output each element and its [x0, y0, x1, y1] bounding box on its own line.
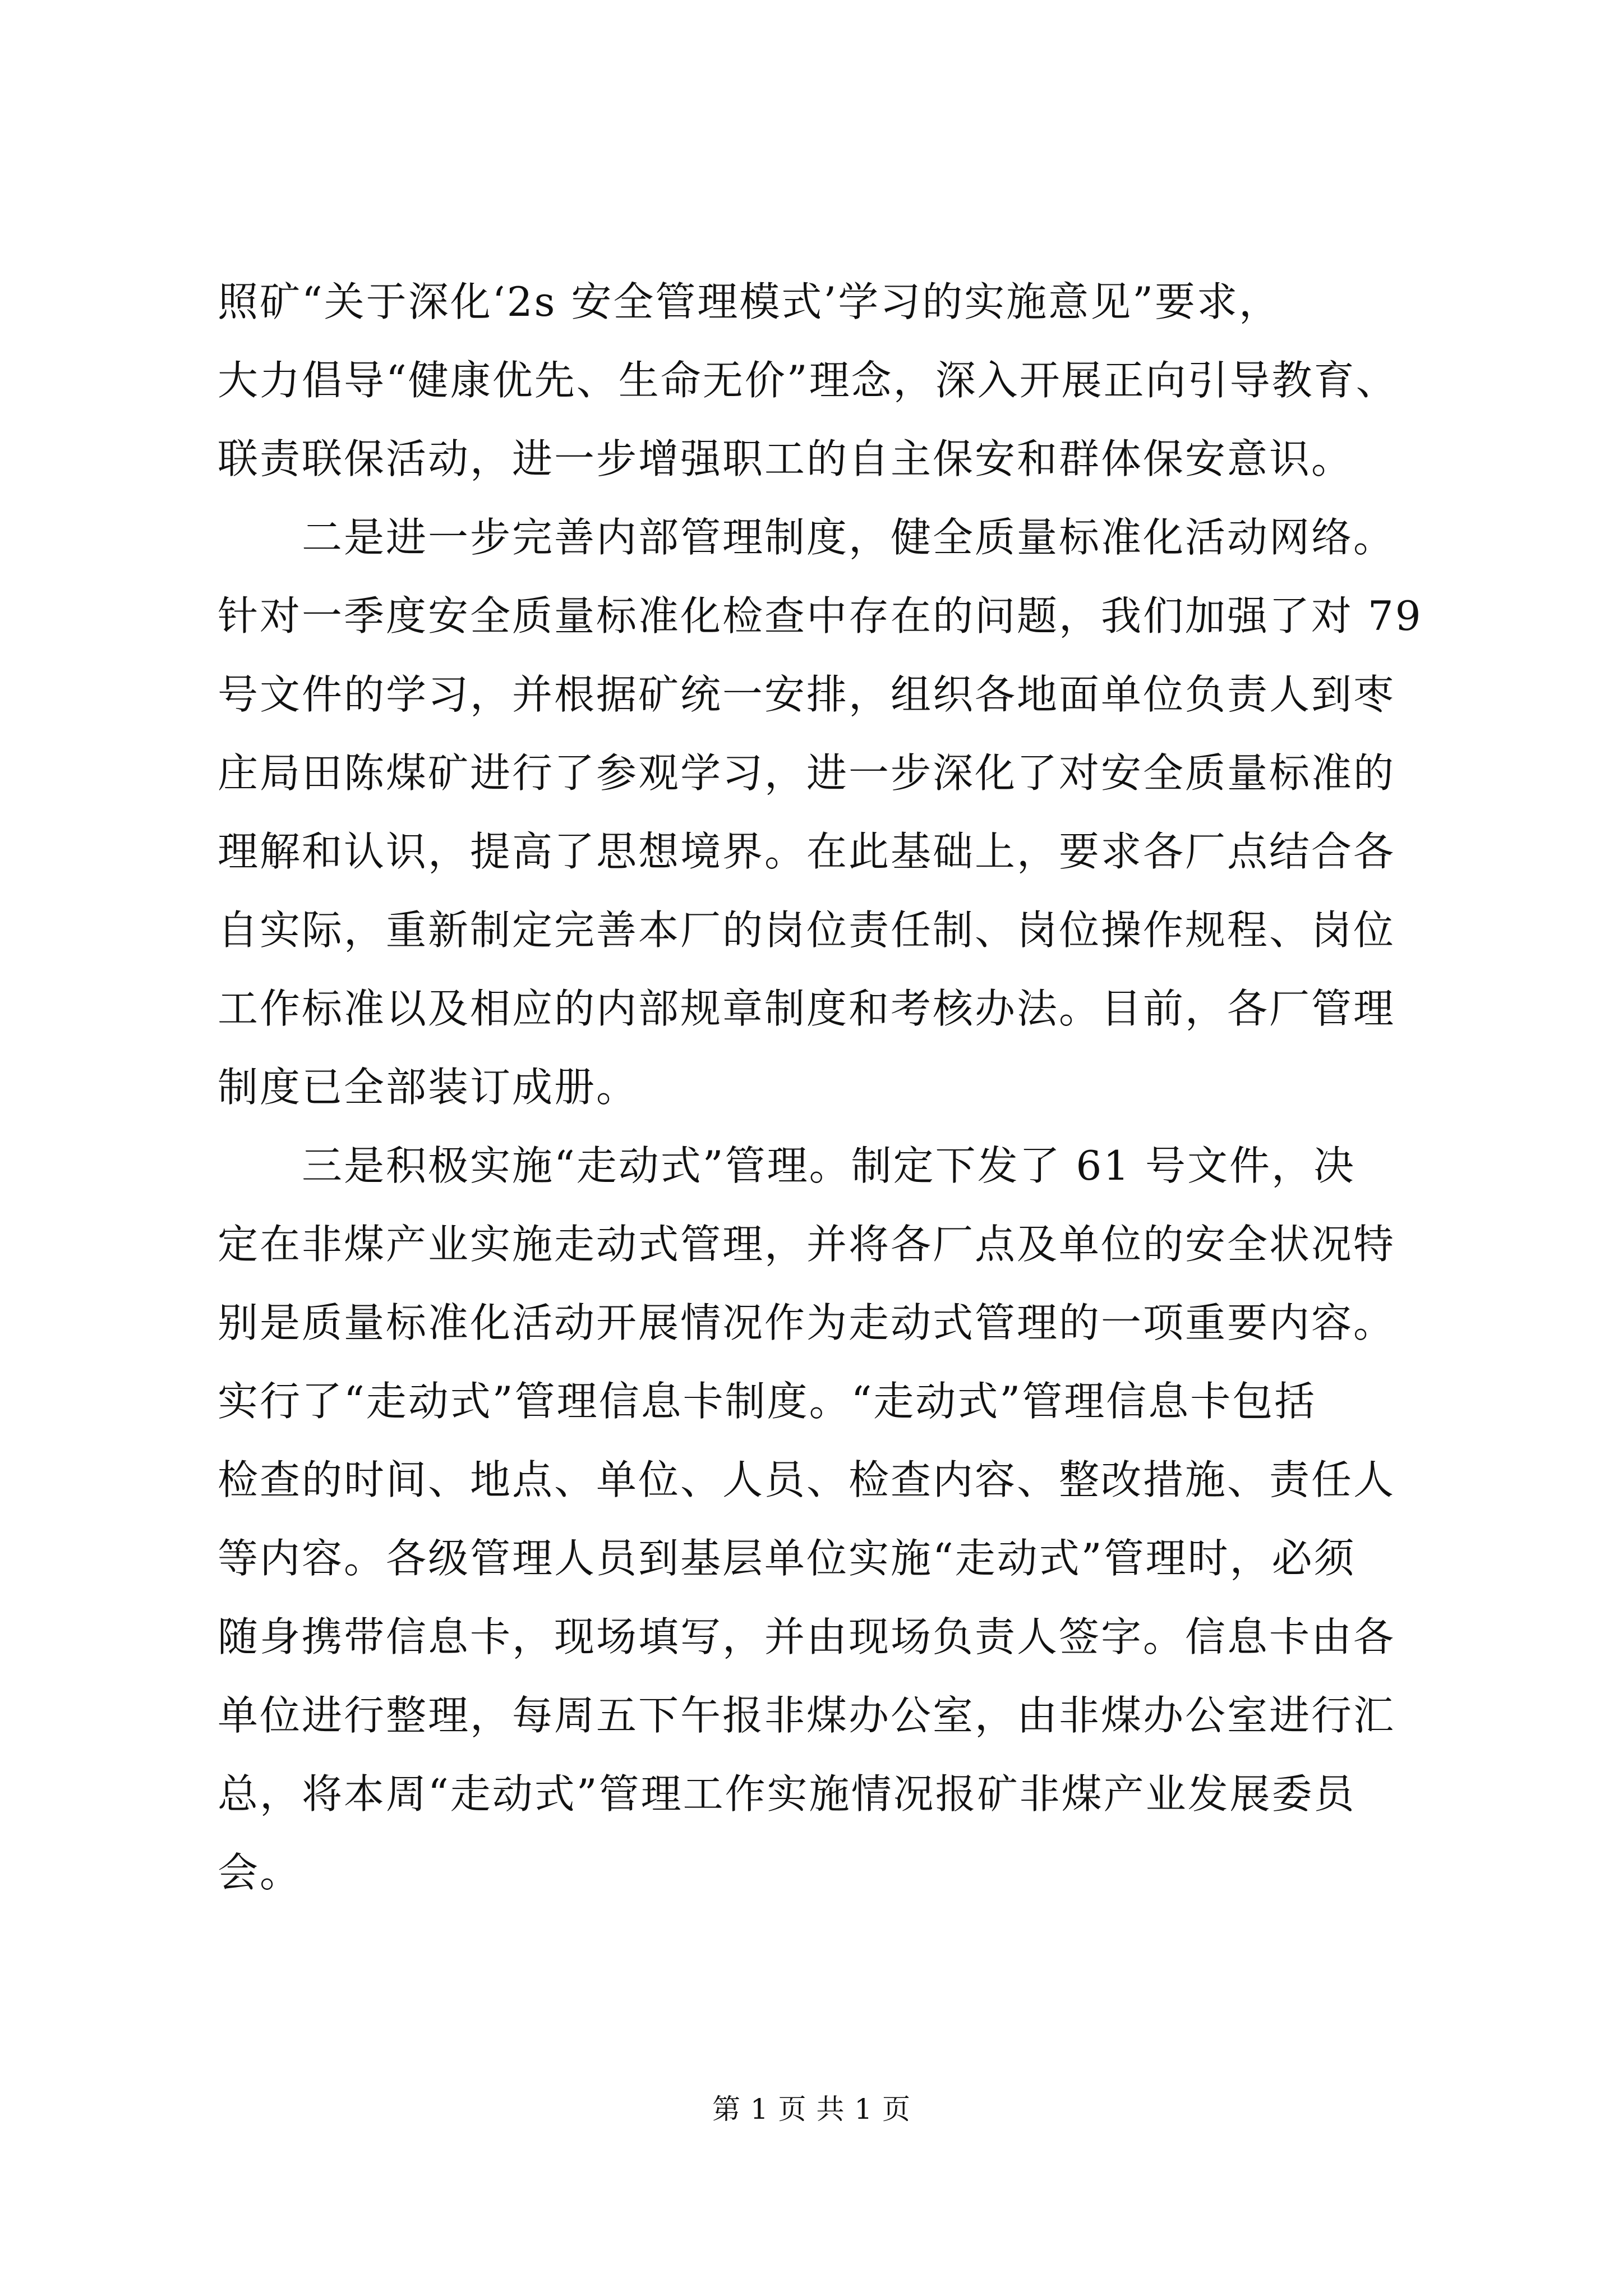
text-line: 定在非煤产业实施走动式管理，并将各厂点及单位的安全状况特: [218, 1221, 1396, 1268]
text-line: 照矿“关于深化‘2s 安全管理模式’学习的实施意见”要求，: [218, 278, 1281, 325]
text-line: 总，将本周“走动式”管理工作实施情况报矿非煤产业发展委员: [218, 1770, 1356, 1818]
text-line: 工作标准以及相应的内部规章制度和考核办法。目前，各厂管理: [218, 985, 1396, 1032]
text-line: 自实际，重新制定完善本厂的岗位责任制、岗位操作规程、岗位: [218, 907, 1396, 954]
text-line: 庄局田陈煤矿进行了参观学习，进一步深化了对安全质量标准的: [218, 749, 1396, 797]
paragraph-start-line: 三是积极实施“走动式”管理。制定下发了 61 号文件，决: [302, 1142, 1356, 1189]
text-line: 针对一季度安全质量标准化检查中存在的问题，我们加强了对 79: [218, 592, 1423, 639]
text-line: 等内容。各级管理人员到基层单位实施“走动式”管理时，必须: [218, 1535, 1356, 1582]
text-line: 大力倡导“健康优先、生命无价”理念，深入开展正向引导教育、: [218, 357, 1398, 404]
text-line: 理解和认识，提高了思想境界。在此基础上，要求各厂点结合各: [218, 828, 1396, 875]
text-line: 联责联保活动，进一步增强职工的自主保安和群体保安意识。: [218, 435, 1354, 482]
page-footer: 第 1 页 共 1 页: [712, 2093, 911, 2125]
document-body: [218, 263, 1429, 1912]
text-line: 制度已全部装订成册。: [218, 1064, 639, 1111]
text-line: 实行了“走动式”管理信息卡制度。“走动式”管理信息卡包括: [218, 1378, 1317, 1425]
text-line: 随身携带信息卡，现场填写，并由现场负责人签字。信息卡由各: [218, 1613, 1396, 1660]
text-line: 号文件的学习，并根据矿统一安排，组织各地面单位负责人到枣: [218, 671, 1396, 718]
text-line: 检查的时间、地点、单位、人员、检查内容、整改措施、责任人: [218, 1456, 1396, 1503]
paragraph-start-line: 二是进一步完善内部管理制度，健全质量标准化活动网络。: [302, 514, 1396, 561]
text-line: 单位进行整理，每周五下午报非煤办公室，由非煤办公室进行汇: [218, 1692, 1396, 1739]
text-line: 别是质量标准化活动开展情况作为走动式管理的一项重要内容。: [218, 1299, 1396, 1346]
text-line: 会。: [218, 1849, 302, 1896]
